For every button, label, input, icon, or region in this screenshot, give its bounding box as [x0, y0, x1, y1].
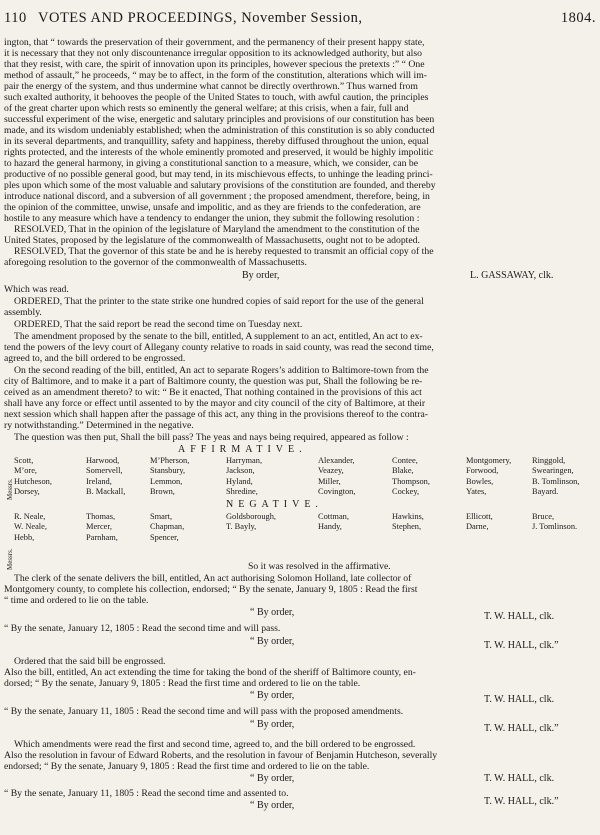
text-line: of the great charter upon which rests so eminently the general welfare; at this crisis, when a fair, full and — [4, 103, 409, 114]
text-line: method of assault,” he proceeds, “ may be to affect, in the form of the constitution, alterations which will im- — [4, 70, 427, 81]
affirmative-column: Harryman, Jackson, Hyland, Shredine, — [226, 456, 263, 497]
affirmative-heading: AFFIRMATIVE. — [178, 444, 307, 455]
text-line: The amendment proposed by the senate to the bill, entitled, A supplement to an act, entitled, An act to ex- — [14, 331, 423, 342]
by-order: “ By order, — [250, 719, 295, 730]
page-header — [4, 10, 596, 30]
text-line: rights protected, and the interests of the whole eminently promoted and preserved, it would be highly impolitic — [4, 147, 434, 158]
negative-column: Bruce, J. Tomlinson. — [532, 512, 578, 532]
text-line: such exalted authority, it behooves the people of the United States to touch, with awful caution, the principles — [4, 92, 429, 103]
text-line: introduce national discord, and a subversion of all government ; the proposed amendment, therefore, being, in — [4, 191, 430, 202]
resolution-line: RESOLVED, That the governor of this state be and he is hereby requested to transmit an official copy of the — [14, 246, 434, 257]
clerk-signature: T. W. HALL, clk. — [484, 694, 555, 705]
negative-heading: NEGATIVE. — [226, 499, 323, 510]
text-line: United States, proposed by the legislature of the commonwealth of Massachusetts, ought not to be adopted. — [4, 235, 420, 246]
text-line: ORDERED, That the printer to the state strike one hundred copies of said report for the use of the general — [14, 296, 424, 307]
text-line: Ordered that the said bill be engrossed. — [14, 656, 166, 667]
clerk-signature: L. GASSAWAY, clk. — [470, 270, 554, 281]
text-line: pair the energy of the system, and thus undermine what cannot be directly overthrown.” Thus warned from — [4, 81, 418, 92]
text-line: tend the powers of the levy court of Allegany county relative to roads in said county, was read the second time, — [4, 342, 434, 353]
text-line: assembly. — [4, 307, 42, 318]
negative-column: Cottman, Handy, — [318, 512, 349, 532]
negative-column: Smart, Chapman, Spencer, — [150, 512, 185, 542]
messrs-label-negative: Messrs. — [6, 548, 14, 570]
vote-result: So it was resolved in the affirmative. — [248, 561, 391, 572]
text-line: the opinion of the committee, unwise, unsafe and impolitic, and as they are friends to the confederation, are — [4, 202, 421, 213]
text-line: hostile to any measure which have a tendency to endanger the union, they submit the following resolution : — [4, 213, 420, 224]
clerk-signature: T. W. HALL, clk.” — [484, 723, 559, 734]
text-line: On the second reading of the bill, entitled, An act to separate Rogers’s addition to Baltimore-town from the — [14, 365, 429, 376]
text-line: ORDERED, That the said report be read the second time on Tuesday next. — [14, 319, 303, 330]
text-line: made, and its wisdom undeniably established; when the administration of this constitution is so ably conducted — [4, 125, 435, 136]
text-line: it is necessary that they not only discountenance irregular opposition to its acknowledged authority, but also — [4, 48, 422, 59]
clerk-signature: T. W. HALL, clk.” — [484, 796, 559, 807]
negative-column: Ellicott, Darne, — [466, 512, 493, 532]
affirmative-column: Contee, Blake, Thompson, Cockey, — [392, 456, 430, 497]
text-line: “ By the senate, January 11, 1805 : Read the second time and will pass with the proposed amendments. — [4, 706, 404, 717]
negative-column: Hawkins, Stephen, — [392, 512, 424, 532]
text-line: The clerk of the senate delivers the bill, entitled, An act authorising Solomon Holland, late collector of — [14, 573, 412, 584]
text-line: Also the resolution in favour of Edward Roberts, and the resolution in favour of Benjamin Hutcheson, severally — [4, 750, 438, 761]
text-line: in its several departments, and tranquillity, safety and happiness, thereby diffused throughout the union, equal — [4, 136, 429, 147]
by-order: “ By order, — [250, 800, 295, 811]
text-line: ry notwithstanding.” Determined in the negative. — [4, 420, 194, 431]
by-order: “ By order, — [250, 636, 295, 647]
text-line: “ By the senate, January 12, 1805 : Read the second time and will pass. — [4, 623, 281, 634]
text-line: “ time and ordered to lie on the table. — [4, 595, 149, 606]
text-line: Which was read. — [4, 284, 69, 295]
by-order: By order, — [242, 270, 280, 281]
by-order: “ By order, — [250, 690, 295, 701]
negative-column: Goldsborough, T. Bayly, — [226, 512, 277, 532]
text-line: shall have any force or effect until assented to by the mayor and city council of the city of Baltimore, at their — [4, 398, 426, 409]
by-order: “ By order, — [250, 607, 295, 618]
text-line: dorsed; “ By the senate, January 9, 1805 : Read the first time and ordered to lie on the table. — [4, 678, 361, 689]
text-line: to hazard the general harmony, in giving a constitutional sanction to a measure, which, we consider, can be — [4, 158, 419, 169]
affirmative-column: Alexander, Veazey, Miller, Covington, — [318, 456, 356, 497]
text-line: productive of no possible general good, but may tend, in its mischievous effects, to unhinge the leading princi- — [4, 169, 433, 180]
messrs-label: Messrs. — [6, 478, 14, 500]
text-line: successful experiment of the wise, energetic and salutary principles and provisions of our constitution has been — [4, 114, 435, 125]
negative-column: R. Neale, W. Neale, Hebb, — [14, 512, 47, 542]
text-line: The question was then put, Shall the bill pass? The yeas and nays being required, appeared as follow : — [14, 432, 409, 443]
text-line: “ By the senate, January 11, 1805 : Read the second time and assented to. — [4, 788, 289, 799]
page-number: 110 — [4, 10, 27, 26]
text-line: ceived as an amendment thereto? to wit: “ Be it enacted, That nothing contained in the provisions of this act — [4, 387, 422, 398]
affirmative-column: Montgomery, Forwood, Bowles, Yates, — [466, 456, 512, 497]
resolution-line: RESOLVED, That in the opinion of the legislature of Maryland the amendment to the constitution of the — [14, 224, 420, 235]
text-line: aforegoing resolution to the governor of the commonwealth of Massachusetts. — [4, 257, 307, 268]
running-year: 1804. — [560, 10, 596, 26]
by-order: “ By order, — [250, 773, 295, 784]
text-line: endorsed; “ By the senate, January 9, 1805 : Read the first time and ordered to lie on the table. — [4, 761, 370, 772]
affirmative-column: M’Pherson, Stansbury, Lemmon, Brown, — [150, 456, 190, 497]
text-line: ington, that “ towards the preservation of their government, and the permanency of their present happy state, — [4, 37, 425, 48]
running-title: VOTES AND PROCEEDINGS, November Session, — [38, 10, 363, 26]
text-line: city of Baltimore, and to make it a part of Baltimore county, the question was put, Shall the following be re- — [4, 376, 423, 387]
affirmative-column: Scott, M’ore, Hutcheson, Dorsey, — [14, 456, 52, 497]
text-line: Montgomery county, to complete his collection, endorsed; “ By the senate, January 9, 1805 : Read the first — [4, 584, 418, 595]
text-line: agreed to, and the bill ordered to be engrossed. — [4, 353, 186, 364]
clerk-signature: T. W. HALL, clk. — [484, 611, 555, 622]
text-line: Also the bill, entitled, An act extending the time for taking the bond of the sheriff of Baltimore county, en- — [4, 667, 416, 678]
clerk-signature: T. W. HALL, clk. — [484, 773, 555, 784]
text-line: next session which shall happen after the passage of this act, any thing in the provisions thereof to the contra- — [4, 409, 428, 420]
negative-column: Thomas, Mercer, Parnham, — [86, 512, 118, 542]
text-line: that they resist, with care, the spirit of innovation upon its principles, however specious the pretexts :” “ One — [4, 59, 425, 70]
clerk-signature: T. W. HALL, clk.” — [484, 640, 559, 651]
affirmative-column: Ringgold, Swearingen, B. Tomlinson, Bayard. — [532, 456, 580, 497]
text-line: ples upon which some of the most valuable and salutary provisions of the constitution are founded, and thereby — [4, 180, 436, 191]
affirmative-column: Harwood, Somervell, Ireland, B. Mackall, — [86, 456, 126, 497]
text-line: Which amendments were read the first and second time, agreed to, and the bill ordered to be engrossed. — [14, 739, 416, 750]
